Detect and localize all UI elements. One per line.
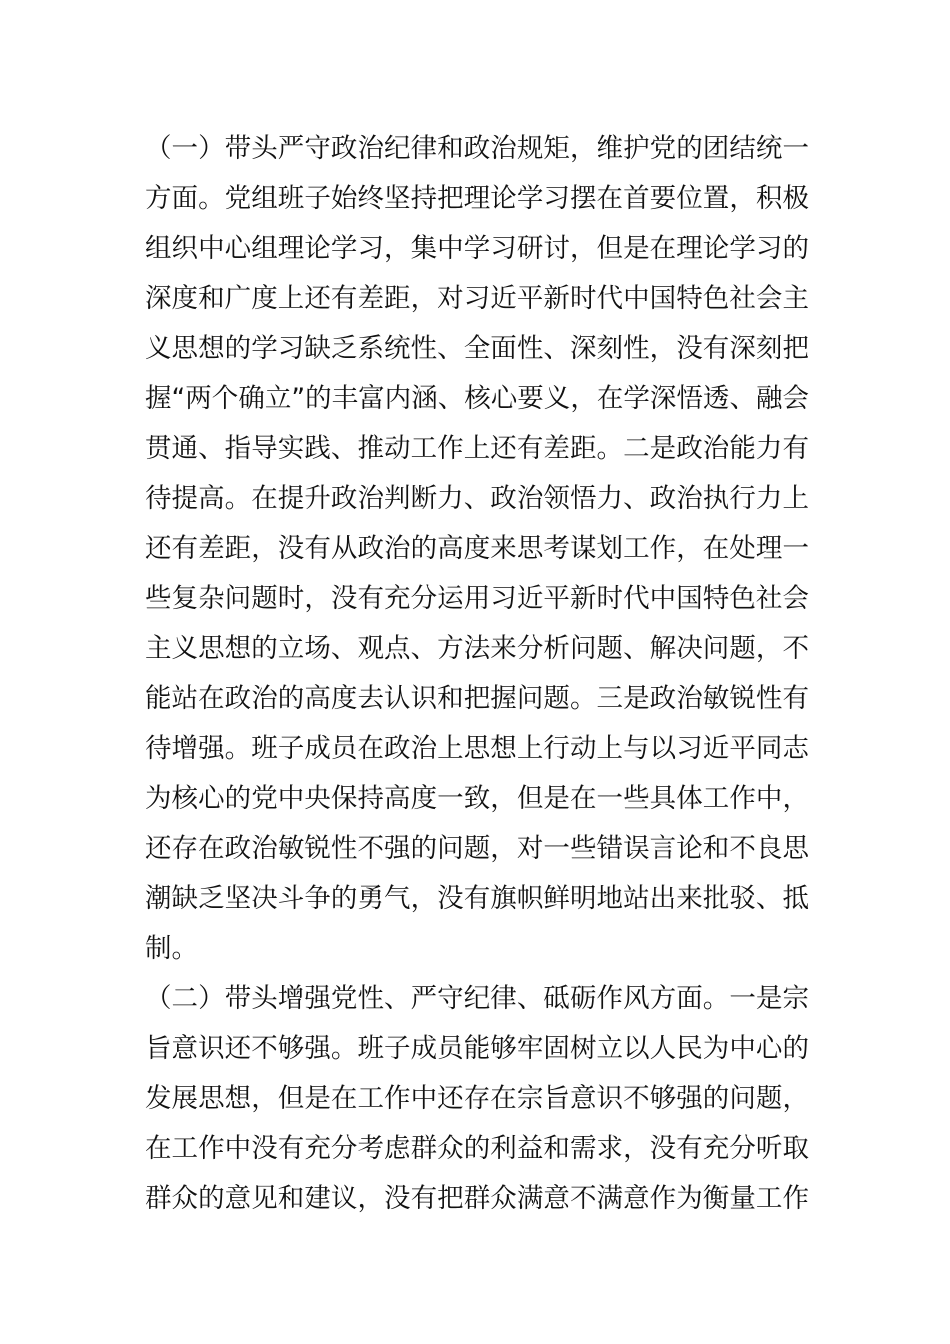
text-line: 待提高。在提升政治判断力、政治领悟力、政治执行力上	[145, 483, 809, 514]
text-line: 义思想的学习缺乏系统性、全面性、深刻性，没有深刻把	[145, 333, 809, 364]
text-line: 深度和广度上还有差距，对习近平新时代中国特色社会主	[145, 283, 809, 314]
paragraph-2	[145, 974, 809, 1224]
text-line: （一）带头严守政治纪律和政治规矩，维护党的团结统一	[145, 133, 809, 164]
text-line: 方面。党组班子始终坚持把理论学习摆在首要位置，积极	[145, 183, 809, 214]
text-line: 制。	[145, 933, 198, 964]
text-line: 能站在政治的高度去认识和把握问题。三是政治敏锐性有	[145, 683, 809, 714]
text-line: 潮缺乏坚决斗争的勇气，没有旗帜鲜明地站出来批驳、抵	[145, 883, 809, 914]
text-line: 主义思想的立场、观点、方法来分析问题、解决问题，不	[145, 633, 809, 664]
text-line: 旨意识还不够强。班子成员能够牢固树立以人民为中心的	[145, 1033, 809, 1064]
text-line: 为核心的党中央保持高度一致，但是在一些具体工作中，	[145, 783, 809, 814]
text-line: 在工作中没有充分考虑群众的利益和需求，没有充分听取	[145, 1133, 809, 1164]
text-line: 贯通、指导实践、推动工作上还有差距。二是政治能力有	[145, 433, 809, 464]
text-line: 还有差距，没有从政治的高度来思考谋划工作，在处理一	[145, 533, 809, 564]
text-line: 组织中心组理论学习，集中学习研讨，但是在理论学习的	[145, 233, 809, 264]
text-line: （二）带头增强党性、严守纪律、砥砺作风方面。一是宗	[145, 983, 809, 1014]
paragraph-1	[145, 124, 809, 974]
text-line: 还存在政治敏锐性不强的问题，对一些错误言论和不良思	[145, 833, 809, 864]
text-line: 握“两个确立”的丰富内涵、核心要义，在学深悟透、融会	[145, 383, 809, 414]
text-line: 发展思想，但是在工作中还存在宗旨意识不够强的问题，	[145, 1083, 809, 1114]
text-line: 些复杂问题时，没有充分运用习近平新时代中国特色社会	[145, 583, 809, 614]
text-line: 群众的意见和建议，没有把群众满意不满意作为衡量工作	[145, 1183, 809, 1214]
text-line: 待增强。班子成员在政治上思想上行动上与以习近平同志	[145, 733, 809, 764]
document-body	[145, 124, 809, 1224]
